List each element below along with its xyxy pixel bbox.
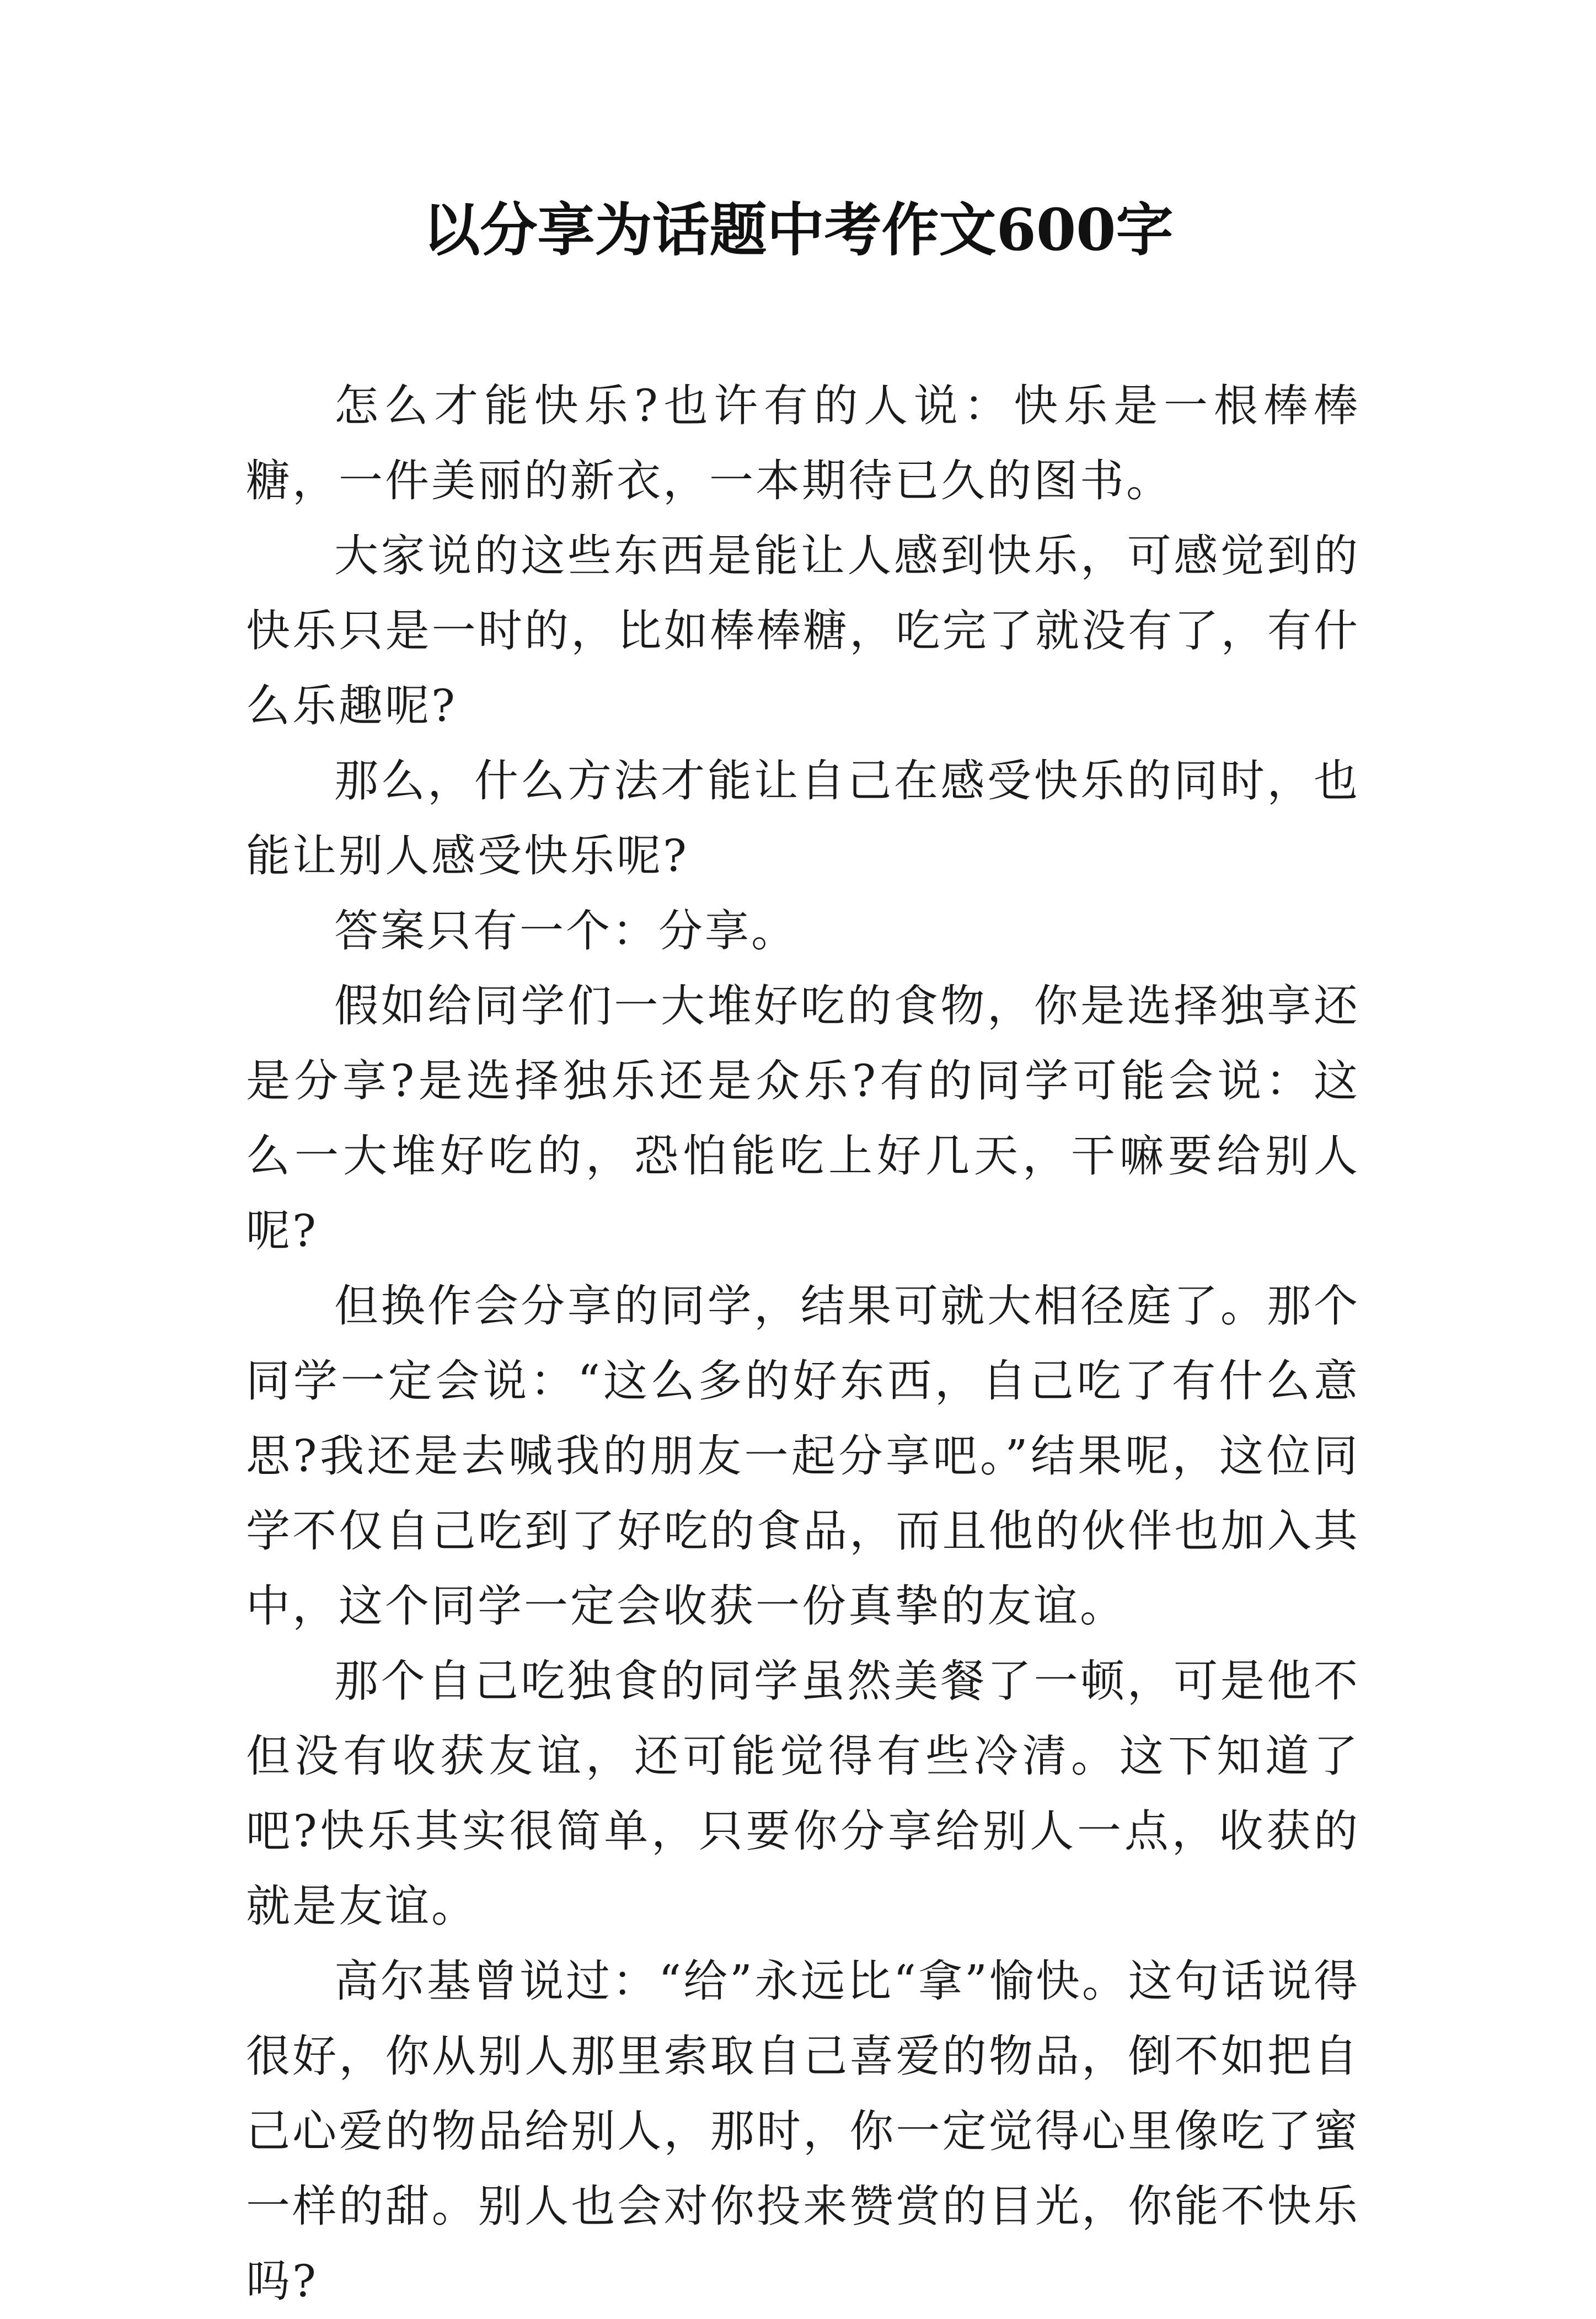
document-body — [246, 368, 1360, 2319]
paragraph-7: 那个自己吃独食的同学虽然美餐了一顿，可是他不但没有收获友谊，还可能觉得有些冷清。这下知道了吧?快乐其实很简单，只要你分享给别人一点，收获的就是友谊。 — [246, 1655, 1360, 1932]
paragraph-3: 那么，什么方法才能让自己在感受快乐的同时，也能让别人感受快乐呢? — [246, 755, 1360, 881]
paragraph-4: 答案只有一个：分享。 — [334, 905, 797, 957]
paragraph-5: 假如给同学们一大堆好吃的食物，你是选择独享还是分享?是选择独乐还是众乐?有的同学可能会说：这么一大堆好吃的，恐怕能吃上好几天，干嘛要给别人呢? — [246, 980, 1360, 1257]
paragraph-8: 高尔基曾说过：“给”永远比“拿”愉快。这句话说得很好，你从别人那里索取自己喜爱的物品，倒不如把自己心爱的物品给别人，那时，你一定觉得心里像吃了蜜一样的甜。别人也会对你投来赞赏的目光，你能不快乐吗? — [246, 1955, 1360, 2307]
paragraph-2: 大家说的这些东西是能让人感到快乐，可感觉到的快乐只是一时的，比如棒棒糖，吃完了就没有了，有什么乐趣呢? — [246, 530, 1360, 731]
document-title: 以分享为话题中考作文600字 — [422, 196, 1174, 264]
paragraph-1: 怎么才能快乐?也许有的人说：快乐是一根棒棒糖，一件美丽的新衣，一本期待已久的图书。 — [246, 380, 1360, 506]
paragraph-6: 但换作会分享的同学，结果可就大相径庭了。那个同学一定会说：“这么多的好东西，自己吃了有什么意思?我还是去喊我的朋友一起分享吧。”结果呢，这位同学不仅自己吃到了好吃的食品，而且他的伙伴也加入其中，这个同学一定会收获一份真挚的友谊。 — [246, 1280, 1360, 1632]
